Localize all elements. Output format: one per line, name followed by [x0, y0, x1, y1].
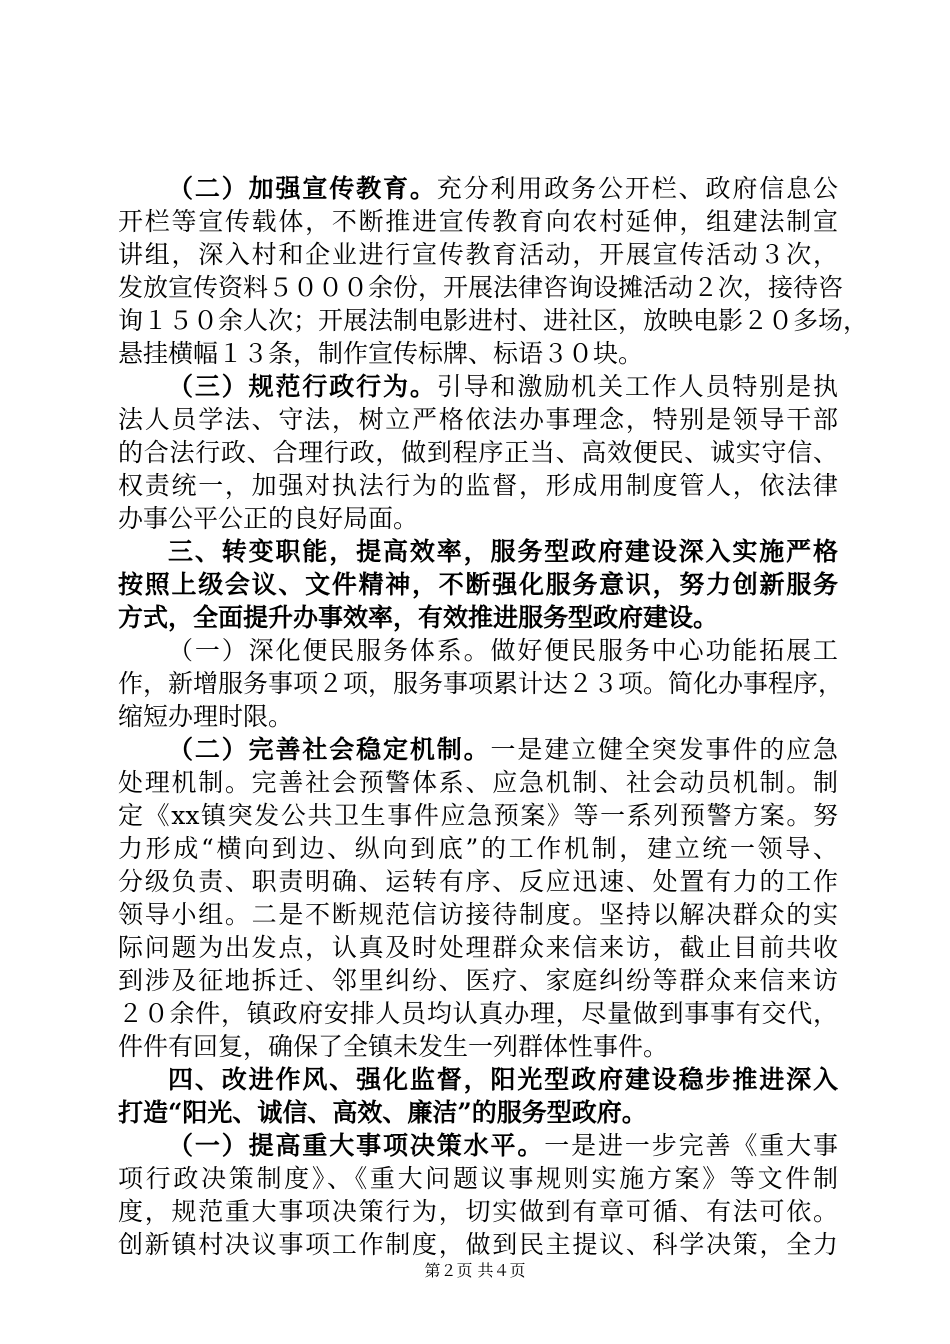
- text-line: 打造“阳光、诚信、高效、廉洁”的服务型政府。: [118, 1098, 647, 1127]
- section-heading: （二）完善社会稳定机制。: [168, 735, 491, 764]
- text-line: 法人员学法、守法，树立严格依法办事理念，特别是领导干部: [118, 405, 838, 434]
- page-footer: 第２页 共４页: [424, 1261, 526, 1280]
- text-line: 询１５０余人次；开展法制电影进村、进社区，放映电影２０多场，: [118, 306, 869, 335]
- text-line: 分级负责、职责明确、运转有序、反应迅速、处置有力的工作: [118, 867, 838, 896]
- text-line: （二）完善社会稳定机制。一是建立健全突发事件的应急: [168, 735, 838, 764]
- text-line: （一）提高重大事项决策水平。一是进一步完善《重大事: [168, 1131, 838, 1160]
- text-line: 权责统一，加强对执法行为的监督，形成用制度管人，依法律: [118, 471, 838, 500]
- text-line: ２０余件，镇政府安排人员均认真办理，尽量做到事事有交代，: [118, 999, 838, 1028]
- text-line: 方式，全面提升办事效率，有效推进服务型政府建设。: [118, 603, 719, 632]
- text-line: 办事公平公正的良好局面。: [118, 504, 419, 533]
- text-line: 领导小组。二是不断规范信访接待制度。坚持以解决群众的实: [118, 900, 838, 929]
- text-line: 定《xx镇突发公共卫生事件应急预案》等一系列预警方案。努: [118, 801, 838, 830]
- section-heading: （二）加强宣传教育。: [168, 174, 437, 203]
- text-line: 项行政决策制度》、《重大问题议事规则实施方案》等文件制: [118, 1164, 838, 1193]
- section-heading: （一）提高重大事项决策水平。: [168, 1131, 545, 1160]
- text-line: 三、转变职能，提高效率，服务型政府建设深入实施严格: [168, 537, 838, 566]
- text-line: 的合法行政、合理行政，做到程序正当、高效便民、诚实守信、: [118, 438, 838, 467]
- text-line: 际问题为出发点，认真及时处理群众来信来访，截止目前共收: [118, 933, 838, 962]
- text-line: 按照上级会议、文件精神，不断强化服务意识，努力创新服务: [118, 570, 838, 599]
- text-line: （二）加强宣传教育。充分利用政务公开栏、政府信息公: [168, 174, 838, 203]
- text-line: 作，新增服务事项２项，服务事项累计达２３项。简化办事程序，: [118, 669, 844, 698]
- text-line: 开栏等宣传载体，不断推进宣传教育向农村延伸，组建法制宣: [118, 207, 838, 236]
- text-line: 悬挂横幅１３条，制作宣传标牌、标语３０块。: [118, 339, 644, 368]
- text-line: （一）深化便民服务体系。做好便民服务中心功能拓展工: [168, 636, 838, 665]
- text-line: （三）规范行政行为。引导和激励机关工作人员特别是执: [168, 372, 838, 401]
- text-line: 发放宣传资料５０００余份，开展法律咨询设摊活动２次，接待咨: [118, 273, 844, 302]
- text-line: 缩短办理时限。: [118, 702, 294, 731]
- text-line: 处理机制。完善社会预警体系、应急机制、社会动员机制。制: [118, 768, 838, 797]
- section-heading: （三）规范行政行为。: [168, 372, 437, 401]
- text-line: 讲组，深入村和企业进行宣传教育活动，开展宣传活动３次，: [118, 240, 838, 269]
- text-line: 力形成“横向到边、纵向到底”的工作机制，建立统一领导、: [118, 834, 838, 863]
- text-line: 创新镇村决议事项工作制度，做到民主提议、科学决策，全力: [118, 1230, 838, 1259]
- text-line: 度，规范重大事项决策行为，切实做到有章可循、有法可依。: [118, 1197, 838, 1226]
- text-line: 件件有回复，确保了全镇未发生一列群体性事件。: [118, 1032, 669, 1061]
- text-line: 到涉及征地拆迁、邻里纠纷、医疗、家庭纠纷等群众来信来访: [118, 966, 838, 995]
- text-line: 四、改进作风、强化监督，阳光型政府建设稳步推进深入: [168, 1065, 838, 1094]
